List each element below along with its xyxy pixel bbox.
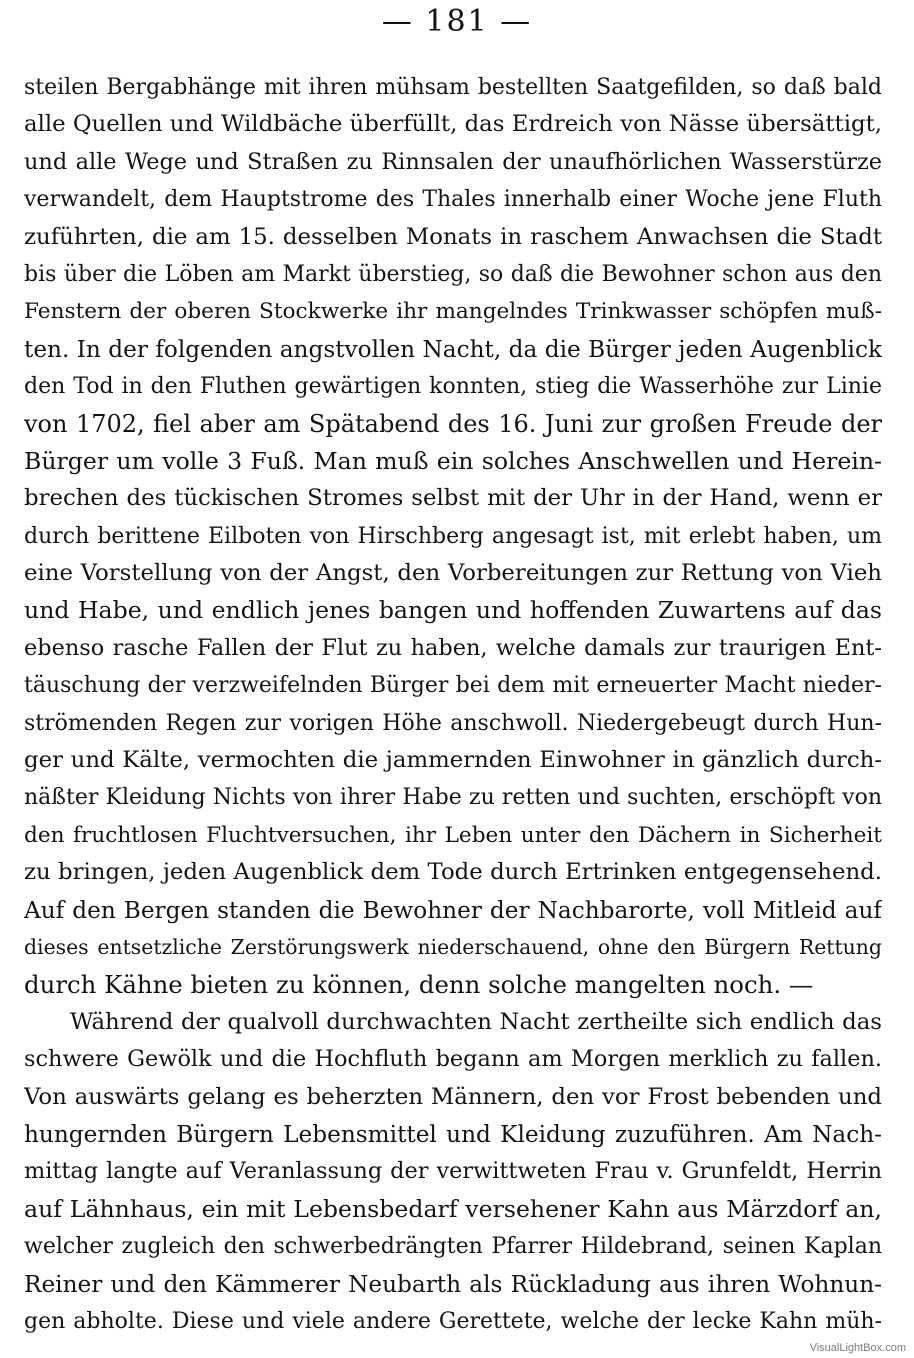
text-line: Auf den Bergen standen die Bewohner der Nachbarorte, voll Mitleid auf: [24, 896, 882, 924]
text-line: Während der qualvoll durchwachten Nacht zertheilte sich endlich das: [70, 1008, 882, 1035]
text-line: gen abholte. Diese und viele andere Gerettete, welche der lecke Kahn müh-: [24, 1308, 882, 1334]
text-line: durch Kähne bieten zu können, denn solche mangelten noch. —: [24, 970, 814, 1000]
text-line: strömenden Regen zur vorigen Höhe anschwoll. Niedergebeugt durch Hun-: [24, 710, 882, 736]
text-line: täuschung der verzweifelnden Bürger bei dem mit erneuerter Macht nieder-: [24, 673, 882, 699]
text-line: verwandelt, dem Hauptstrome des Thales innerhalb einer Woche jene Fluth: [24, 187, 882, 213]
text-line: schwere Gewölk und die Hochfluth begann am Morgen merklich zu fallen.: [24, 1046, 882, 1073]
text-line: brechen des tückischen Stromes selbst mit der Uhr in der Hand, wenn er: [24, 485, 882, 512]
text-line: und alle Wege und Straßen zu Rinnsalen der unaufhörlichen Wasserstürze: [24, 148, 882, 175]
watermark: VisualLightBox.com: [809, 1342, 906, 1354]
body-text: [24, 69, 882, 1340]
text-line: den fruchtlosen Fluchtversuchen, ihr Leben unter den Dächern in Sicherheit: [24, 822, 882, 848]
text-line: Reiner und den Kämmerer Neubarth als Rückladung aus ihren Wohnun-: [24, 1270, 882, 1298]
text-line: durch berittene Eilboten von Hirschberg angesagt ist, mit erlebt haben, um: [24, 523, 882, 549]
text-line: Bürger um volle 3 Fuß. Man muß ein solches Anschwellen und Herein-: [24, 446, 882, 475]
text-line: bis über die Löben am Markt überstieg, so daß die Bewohner schon aus den: [24, 261, 882, 287]
text-line: steilen Bergabhänge mit ihren mühsam bestellten Saatgefilden, so daß bald: [24, 75, 882, 100]
text-line: näßter Kleidung Nichts von ihrer Habe zu retten und suchten, erschöpft von: [24, 785, 882, 811]
text-line: dieses entsetzliche Zerstörungswerk niederschauend, ohne den Bürgern Rettung: [24, 934, 882, 959]
text-line: und Habe, und endlich jenes bangen und hoffenden Zuwartens auf das: [24, 596, 882, 625]
text-line: hungernden Bürgern Lebensmittel und Kleidung zuzuführen. Am Nach-: [24, 1120, 882, 1148]
text-line: den Tod in den Fluthen gewärtigen konnten, stieg die Wasserhöhe zur Linie: [24, 374, 882, 400]
text-line: ebenso rasche Fallen der Flut zu haben, welche damals zur traurigen Ent-: [24, 634, 882, 661]
text-line: Von auswärts gelang es beherzten Männern, den vor Frost bebenden und: [24, 1083, 882, 1110]
text-line: zu bringen, jeden Augenblick dem Tode durch Ertrinken entgegensehend.: [24, 859, 882, 886]
text-line: Fenstern der oberen Stockwerke ihr mangelndes Trinkwasser schöpfen muß-: [24, 299, 882, 325]
text-line: auf Lähnhaus, ein mit Lebensbedarf versehener Kahn aus Märzdorf an,: [24, 1194, 882, 1223]
text-line: eine Vorstellung von der Angst, den Vorbereitungen zur Rettung von Vieh: [24, 560, 882, 587]
text-line: von 1702, fiel aber am Spätabend des 16. Juni zur großen Freude der: [24, 409, 882, 438]
text-line: zuführten, die am 15. desselben Monats in raschem Anwachsen die Stadt: [24, 223, 882, 250]
text-line: alle Quellen und Wildbäche überfüllt, das Erdreich von Nässe übersättigt,: [24, 111, 882, 138]
text-line: welcher zugleich den schwerbedrängten Pfarrer Hildebrand, seinen Kaplan: [24, 1234, 882, 1260]
text-line: mittag langte auf Veranlassung der verwittweten Frau v. Grunfeldt, Herrin: [24, 1158, 882, 1185]
text-line: ger und Kälte, vermochten die jammernden Einwohner in gänzlich durch-: [24, 747, 882, 774]
text-line: ten. In der folgenden angstvollen Nacht, da die Bürger jeden Augenblick: [24, 335, 882, 363]
page-number: — 181 —: [381, 4, 533, 39]
